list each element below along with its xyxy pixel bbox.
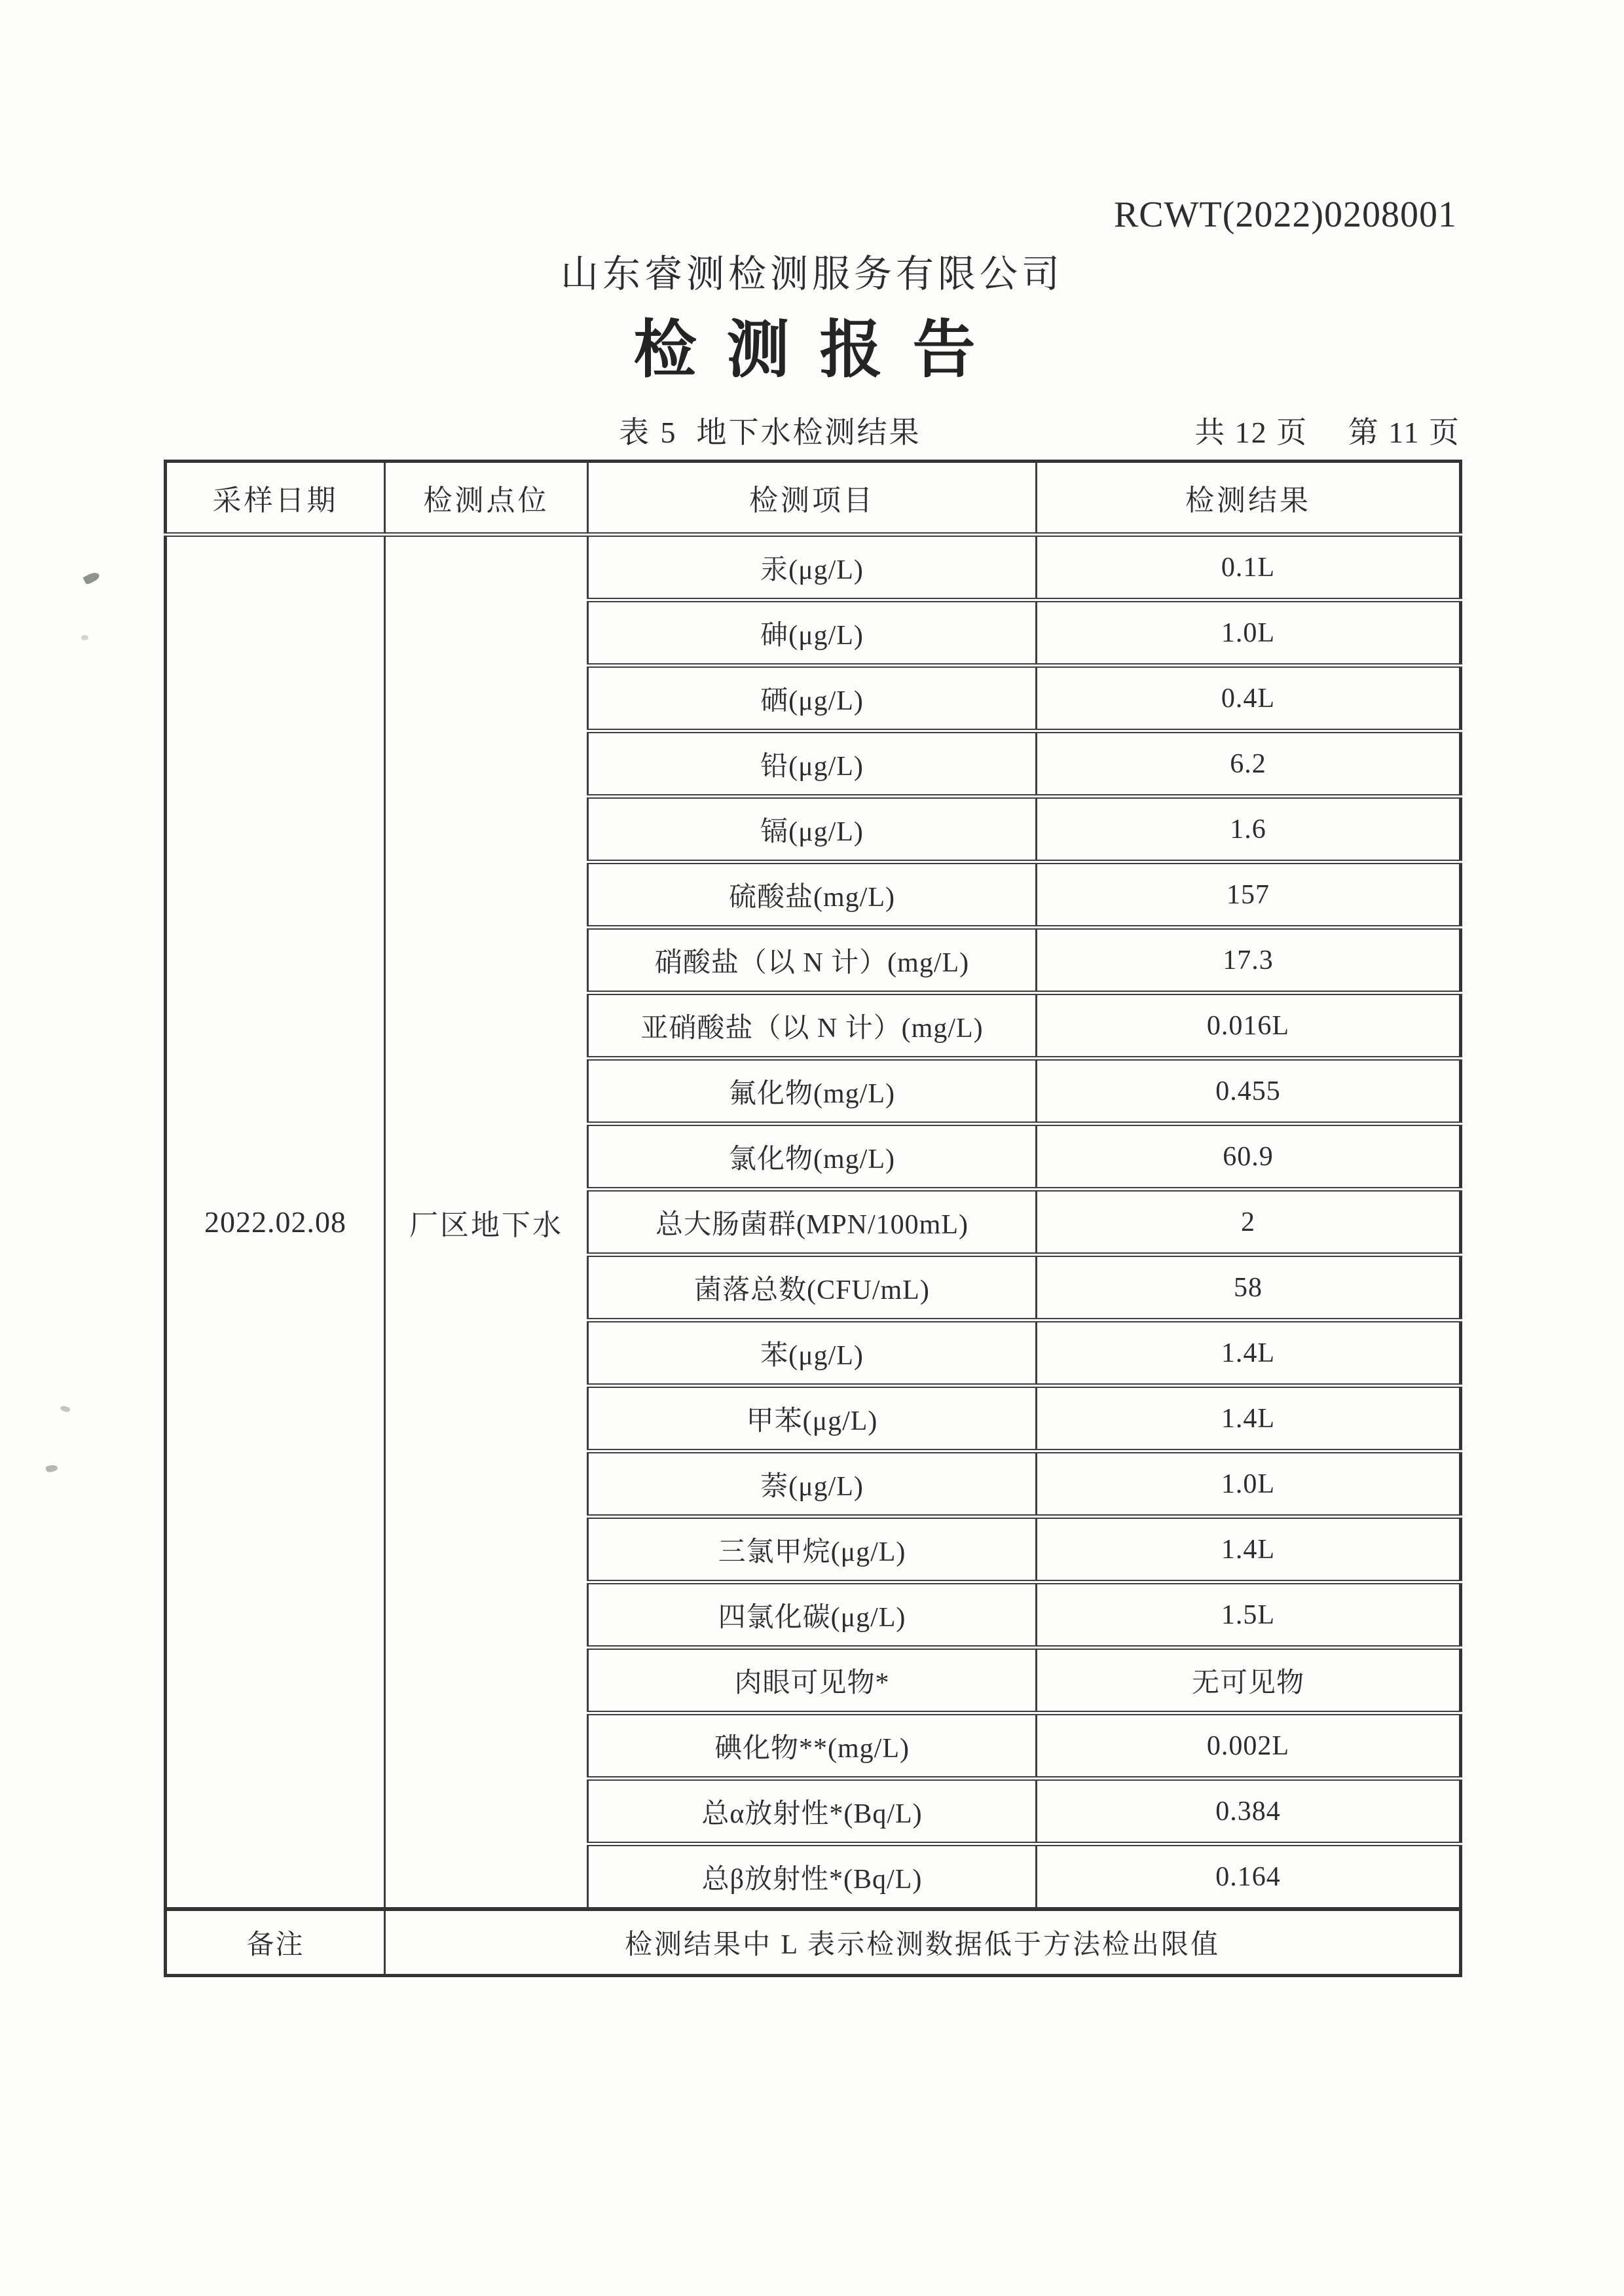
test-item-cell: 氟化物(mg/L): [588, 1059, 1037, 1124]
test-result-cell: 1.6: [1037, 797, 1461, 862]
table-caption: 表 5 地下水检测结果: [619, 416, 921, 449]
test-item-cell: 肉眼可见物*: [588, 1648, 1037, 1713]
test-result-cell: 0.4L: [1037, 666, 1461, 731]
test-item-cell: 硝酸盐（以 N 计）(mg/L): [588, 928, 1037, 993]
test-item-cell: 硫酸盐(mg/L): [588, 862, 1037, 928]
remark-row: [166, 1909, 1461, 1976]
test-item-cell: 碘化物**(mg/L): [588, 1713, 1037, 1779]
test-result-cell: 1.0L: [1037, 600, 1461, 666]
test-item-cell: 镉(μg/L): [588, 797, 1037, 862]
col-header-test-item: 检测项目: [588, 462, 1037, 535]
test-item-cell: 总大肠菌群(MPN/100mL): [588, 1190, 1037, 1255]
test-item-cell: 总β放射性*(Bq/L): [588, 1844, 1037, 1910]
test-result-cell: 1.4L: [1037, 1386, 1461, 1451]
scan-speck: [60, 1405, 71, 1413]
test-result-cell: 2: [1037, 1190, 1461, 1255]
test-item-cell: 苯(μg/L): [588, 1321, 1037, 1386]
test-result-cell: 60.9: [1037, 1124, 1461, 1190]
scan-speck: [45, 1464, 58, 1473]
test-result-cell: 17.3: [1037, 928, 1461, 993]
test-result-cell: 58: [1037, 1255, 1461, 1321]
test-item-cell: 四氯化碳(μg/L): [588, 1582, 1037, 1648]
remark-text: 检测结果中 L 表示检测数据低于方法检出限值: [385, 1909, 1461, 1976]
test-item-cell: 氯化物(mg/L): [588, 1124, 1037, 1190]
results-table: [164, 460, 1462, 1977]
sample-date-cell: 2022.02.08: [166, 535, 385, 1910]
remark-label: 备注: [166, 1909, 385, 1976]
test-result-cell: 1.4L: [1037, 1517, 1461, 1582]
test-result-cell: 0.455: [1037, 1059, 1461, 1124]
test-item-cell: 亚硝酸盐（以 N 计）(mg/L): [588, 993, 1037, 1059]
test-result-cell: 无可见物: [1037, 1648, 1461, 1713]
document-number: RCWT(2022)0208001: [1113, 194, 1457, 235]
test-item-cell: 萘(μg/L): [588, 1451, 1037, 1517]
sample-point-cell: 厂区地下水: [385, 535, 588, 1910]
test-result-cell: 157: [1037, 862, 1461, 928]
test-item-cell: 菌落总数(CFU/mL): [588, 1255, 1037, 1321]
company-name: 山东睿测检测服务有限公司: [560, 253, 1063, 295]
test-result-cell: 0.164: [1037, 1844, 1461, 1910]
col-header-sample-date: 采样日期: [166, 462, 385, 535]
page-number-info: 共 12 页 第 11 页: [1194, 416, 1460, 449]
report-title: 检测报告: [633, 315, 1006, 385]
table-header-row: [166, 462, 1461, 535]
test-result-cell: 6.2: [1037, 731, 1461, 797]
scan-speck: [83, 570, 100, 585]
test-item-cell: 砷(μg/L): [588, 600, 1037, 666]
test-result-cell: 0.002L: [1037, 1713, 1461, 1779]
test-result-cell: 0.1L: [1037, 535, 1461, 600]
table-row: [166, 535, 1461, 600]
test-item-cell: 总α放射性*(Bq/L): [588, 1779, 1037, 1844]
test-item-cell: 甲苯(μg/L): [588, 1386, 1037, 1451]
test-item-cell: 铅(μg/L): [588, 731, 1037, 797]
test-item-cell: 三氯甲烷(μg/L): [588, 1517, 1037, 1582]
scan-speck: [81, 635, 88, 640]
test-result-cell: 1.0L: [1037, 1451, 1461, 1517]
col-header-test-result: 检测结果: [1037, 462, 1461, 535]
col-header-sample-point: 检测点位: [385, 462, 588, 535]
test-result-cell: 0.016L: [1037, 993, 1461, 1059]
test-result-cell: 1.4L: [1037, 1321, 1461, 1386]
test-item-cell: 硒(μg/L): [588, 666, 1037, 731]
test-result-cell: 1.5L: [1037, 1582, 1461, 1648]
test-result-cell: 0.384: [1037, 1779, 1461, 1844]
test-item-cell: 汞(μg/L): [588, 535, 1037, 600]
